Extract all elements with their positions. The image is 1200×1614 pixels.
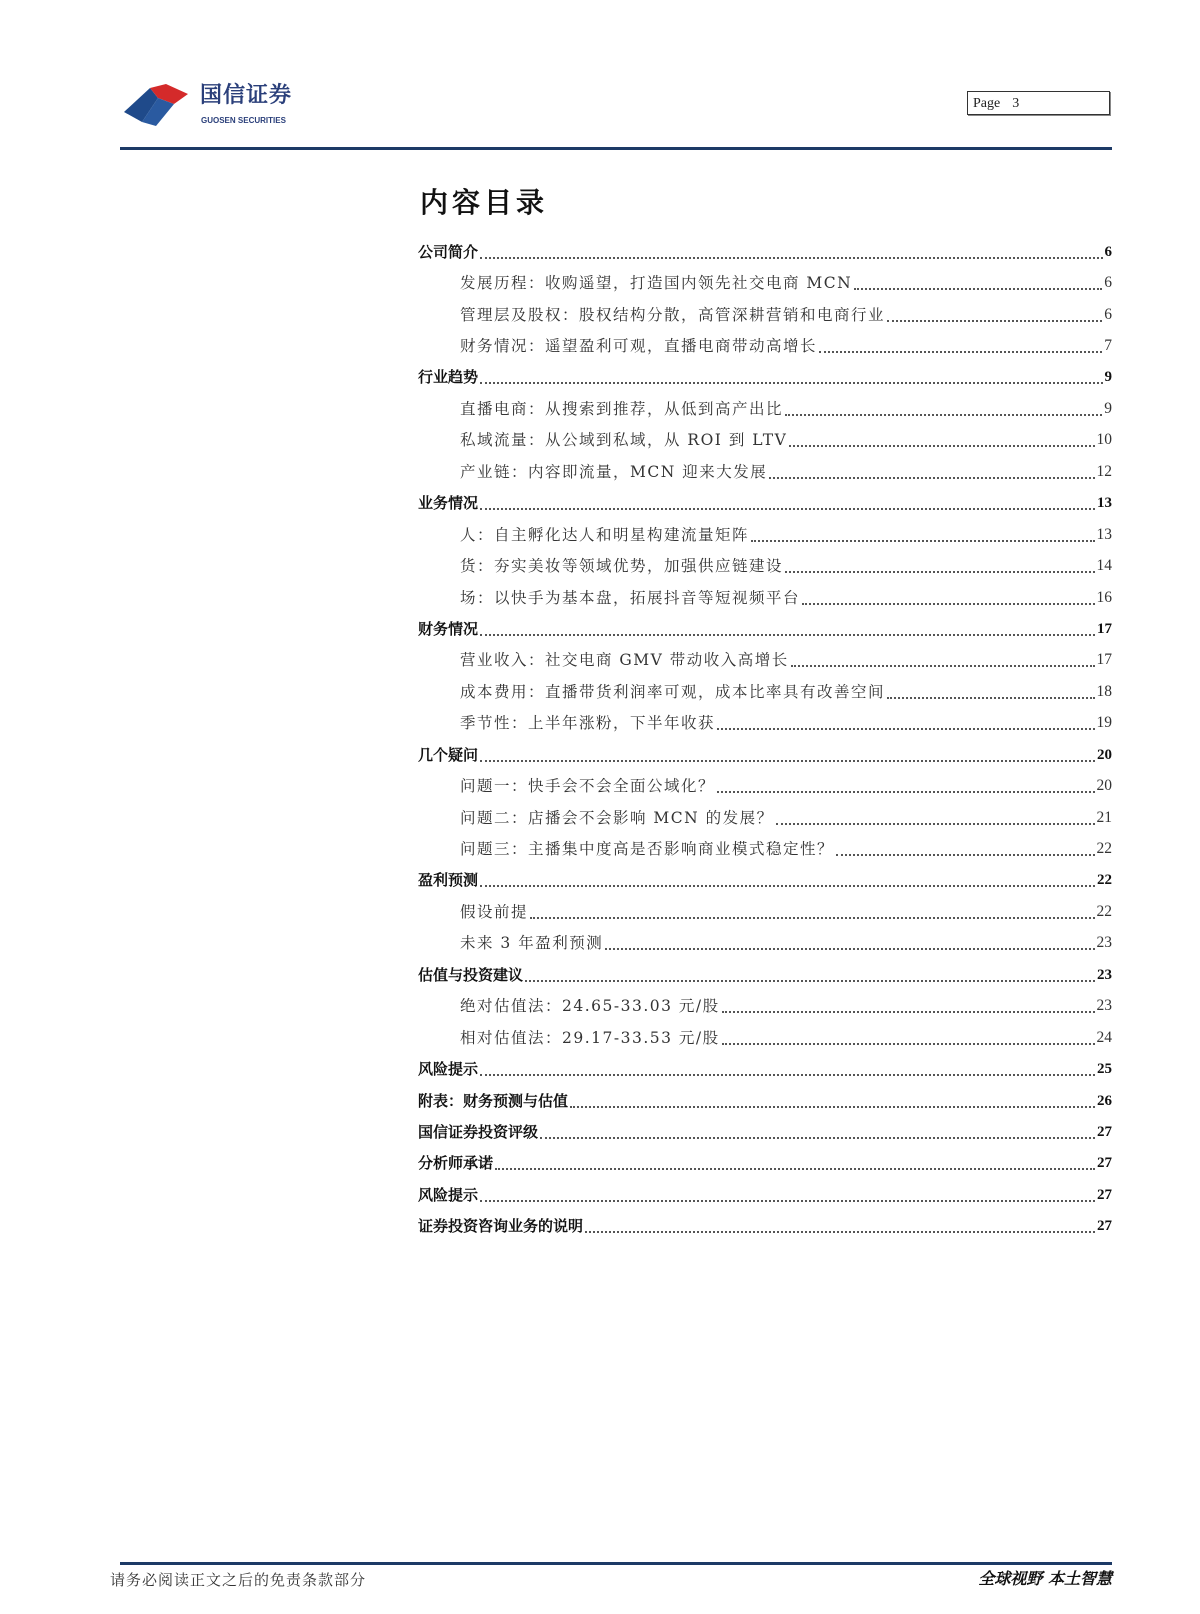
toc-page-number: 24 bbox=[1096, 1028, 1112, 1046]
toc-subsection-link[interactable] bbox=[418, 550, 1112, 581]
toc-page-number: 21 bbox=[1096, 808, 1112, 826]
toc-entry-text: 分析师承诺 bbox=[418, 1154, 494, 1173]
toc-leader-dots bbox=[530, 917, 1094, 919]
toc-leader-dots bbox=[717, 728, 1094, 730]
toc-entry-text: 证券投资咨询业务的说明 bbox=[418, 1217, 584, 1236]
toc-page-number: 13 bbox=[1096, 525, 1112, 543]
toc-section-link[interactable] bbox=[418, 362, 1112, 393]
toc-section-link[interactable] bbox=[418, 739, 1112, 770]
toc-subsection-link[interactable] bbox=[418, 456, 1112, 487]
toc-section-link[interactable] bbox=[418, 236, 1112, 267]
toc-page-number: 22 bbox=[1096, 902, 1112, 920]
toc-page-number: 16 bbox=[1096, 588, 1112, 606]
toc-leader-dots bbox=[585, 1231, 1095, 1233]
toc-page-number: 22 bbox=[1096, 840, 1112, 858]
toc-leader-dots bbox=[722, 1011, 1095, 1013]
toc-entry-text: 行业趋势 bbox=[418, 368, 479, 387]
footer-disclaimer: 请务必阅读正文之后的免责条款部分 bbox=[110, 1571, 367, 1589]
toc-page-number: 7 bbox=[1104, 337, 1112, 355]
toc-entry-text: 国信证券投资评级 bbox=[418, 1122, 539, 1141]
toc-entry-text: 场：以快手为基本盘，拓展抖音等短视频平台 bbox=[460, 588, 801, 607]
toc-entry-text: 业务情况 bbox=[418, 494, 479, 513]
toc-subsection-link[interactable] bbox=[418, 1022, 1112, 1053]
toc-leader-dots bbox=[495, 1168, 1095, 1170]
toc-leader-dots bbox=[802, 603, 1094, 605]
toc-leader-dots bbox=[605, 948, 1094, 950]
toc-page-number: 20 bbox=[1096, 777, 1112, 795]
toc-section-link[interactable] bbox=[418, 1085, 1112, 1116]
table-of-contents bbox=[418, 236, 1112, 1242]
toc-leader-dots bbox=[480, 1074, 1095, 1076]
toc-subsection-link[interactable] bbox=[418, 330, 1112, 361]
toc-page-number: 18 bbox=[1096, 682, 1112, 700]
toc-subsection-link[interactable] bbox=[418, 896, 1112, 927]
toc-page-number: 23 bbox=[1096, 934, 1112, 952]
toc-leader-dots bbox=[785, 414, 1102, 416]
toc-section-link[interactable] bbox=[418, 1179, 1112, 1210]
toc-entry-text: 营业收入：社交电商 GMV 带动收入高增长 bbox=[460, 651, 789, 670]
toc-leader-dots bbox=[480, 760, 1095, 762]
toc-leader-dots bbox=[722, 1043, 1095, 1045]
toc-subsection-link[interactable] bbox=[418, 393, 1112, 424]
toc-subsection-link[interactable] bbox=[418, 425, 1112, 456]
toc-leader-dots bbox=[480, 257, 1102, 259]
toc-leader-dots bbox=[776, 823, 1095, 825]
toc-page-number: 13 bbox=[1097, 495, 1112, 512]
header-divider bbox=[120, 147, 1112, 150]
toc-entry-text: 问题一：快手会不会全面公域化？ bbox=[460, 777, 716, 796]
toc-leader-dots bbox=[789, 445, 1094, 447]
toc-entry-text: 假设前提 bbox=[460, 902, 529, 921]
toc-leader-dots bbox=[525, 980, 1095, 982]
toc-page-number: 27 bbox=[1097, 1218, 1112, 1235]
toc-entry-text: 附表：财务预测与估值 bbox=[418, 1091, 569, 1110]
toc-entry-text: 几个疑问 bbox=[418, 745, 479, 764]
toc-subsection-link[interactable] bbox=[418, 676, 1112, 707]
toc-leader-dots bbox=[887, 697, 1094, 699]
toc-entry-text: 盈利预测 bbox=[418, 871, 479, 890]
toc-entry-text: 公司简介 bbox=[418, 242, 479, 261]
toc-entry-text: 未来 3 年盈利预测 bbox=[460, 934, 604, 953]
toc-subsection-link[interactable] bbox=[418, 802, 1112, 833]
toc-subsection-link[interactable] bbox=[418, 519, 1112, 550]
toc-subsection-link[interactable] bbox=[418, 582, 1112, 613]
toc-leader-dots bbox=[836, 854, 1094, 856]
toc-section-link[interactable] bbox=[418, 959, 1112, 990]
toc-page-number: 27 bbox=[1097, 1155, 1112, 1172]
toc-leader-dots bbox=[480, 885, 1095, 887]
toc-leader-dots bbox=[480, 634, 1095, 636]
toc-section-link[interactable] bbox=[418, 613, 1112, 644]
logo-text-cn: 国信证券 bbox=[200, 83, 293, 108]
toc-entry-text: 货：夯实美妆等领域优势，加强供应链建设 bbox=[460, 557, 784, 576]
toc-leader-dots bbox=[791, 665, 1095, 667]
toc-entry-text: 估值与投资建议 bbox=[418, 965, 524, 984]
toc-leader-dots bbox=[785, 571, 1094, 573]
toc-leader-dots bbox=[751, 540, 1094, 542]
toc-entry-text: 成本费用：直播带货利润率可观，成本比率具有改善空间 bbox=[460, 682, 886, 701]
toc-page-number: 26 bbox=[1097, 1092, 1112, 1109]
toc-entry-text: 管理层及股权：股权结构分散，高管深耕营销和电商行业 bbox=[460, 305, 886, 324]
toc-page-number: 23 bbox=[1097, 966, 1112, 983]
toc-leader-dots bbox=[480, 1200, 1095, 1202]
toc-entry-text: 问题二：店播会不会影响 MCN 的发展？ bbox=[460, 808, 774, 827]
toc-section-link[interactable] bbox=[418, 1148, 1112, 1179]
toc-subsection-link[interactable] bbox=[418, 267, 1112, 298]
footer-slogan: 全球视野 本土智慧 bbox=[978, 1569, 1112, 1588]
toc-page-number: 6 bbox=[1104, 274, 1112, 292]
toc-leader-dots bbox=[717, 791, 1094, 793]
toc-entry-text: 绝对估值法：24.65-33.03 元/股 bbox=[460, 997, 720, 1016]
toc-title: 内容目录 bbox=[420, 186, 549, 219]
toc-page-number: 25 bbox=[1097, 1061, 1112, 1078]
toc-page-number: 23 bbox=[1096, 997, 1112, 1015]
toc-entry-text: 财务情况：遥望盈利可观，直播电商带动高增长 bbox=[460, 337, 818, 356]
toc-leader-dots bbox=[769, 477, 1094, 479]
toc-section-link[interactable] bbox=[418, 865, 1112, 896]
page-number: 3 bbox=[1012, 96, 1020, 111]
toc-entry-text: 风险提示 bbox=[418, 1185, 479, 1204]
toc-entry-text: 直播电商：从搜索到推荐，从低到高产出比 bbox=[460, 399, 784, 418]
toc-page-number: 27 bbox=[1097, 1186, 1112, 1203]
toc-page-number: 6 bbox=[1104, 305, 1112, 323]
toc-subsection-link[interactable] bbox=[418, 708, 1112, 739]
toc-subsection-link[interactable] bbox=[418, 833, 1112, 864]
toc-page-number: 12 bbox=[1096, 462, 1112, 480]
toc-page-number: 9 bbox=[1104, 369, 1112, 386]
toc-section-link[interactable] bbox=[418, 488, 1112, 519]
toc-subsection-link[interactable] bbox=[418, 928, 1112, 959]
toc-section-link[interactable] bbox=[418, 1211, 1112, 1242]
toc-leader-dots bbox=[854, 288, 1102, 290]
logo-mark-icon bbox=[122, 82, 192, 128]
logo-text-en: GUOSEN SECURITIES bbox=[201, 116, 286, 125]
toc-entry-text: 产业链：内容即流量，MCN 迎来大发展 bbox=[460, 462, 768, 481]
toc-leader-dots bbox=[480, 508, 1095, 510]
toc-section-link[interactable] bbox=[418, 1053, 1112, 1084]
toc-entry-text: 季节性：上半年涨粉，下半年收获 bbox=[460, 714, 716, 733]
toc-entry-text: 人：自主孵化达人和明星构建流量矩阵 bbox=[460, 525, 750, 544]
toc-entry-text: 发展历程：收购遥望，打造国内领先社交电商 MCN bbox=[460, 274, 853, 293]
footer-divider bbox=[120, 1562, 1112, 1565]
toc-page-number: 17 bbox=[1096, 651, 1112, 669]
toc-page-number: 17 bbox=[1097, 620, 1112, 637]
toc-leader-dots bbox=[540, 1137, 1095, 1139]
toc-page-number: 14 bbox=[1096, 557, 1112, 575]
toc-page-number: 19 bbox=[1096, 714, 1112, 732]
page-indicator bbox=[967, 91, 1110, 115]
toc-section-link[interactable] bbox=[418, 1116, 1112, 1147]
toc-page-number: 10 bbox=[1096, 431, 1112, 449]
toc-subsection-link[interactable] bbox=[418, 991, 1112, 1022]
toc-page-number: 27 bbox=[1097, 1123, 1112, 1140]
page-label: Page bbox=[973, 96, 1001, 111]
toc-entry-text: 私域流量：从公域到私域，从 ROI 到 LTV bbox=[460, 431, 788, 450]
toc-entry-text: 问题三：主播集中度高是否影响商业模式稳定性？ bbox=[460, 840, 835, 859]
toc-page-number: 22 bbox=[1097, 872, 1112, 889]
toc-subsection-link[interactable] bbox=[418, 299, 1112, 330]
toc-subsection-link[interactable] bbox=[418, 645, 1112, 676]
toc-subsection-link[interactable] bbox=[418, 770, 1112, 801]
toc-page-number: 20 bbox=[1097, 746, 1112, 763]
toc-leader-dots bbox=[819, 351, 1102, 353]
guosen-logo bbox=[122, 82, 312, 132]
toc-leader-dots bbox=[570, 1106, 1095, 1108]
toc-leader-dots bbox=[887, 320, 1102, 322]
toc-entry-text: 财务情况 bbox=[418, 619, 479, 638]
toc-entry-text: 相对估值法：29.17-33.53 元/股 bbox=[460, 1028, 720, 1047]
toc-page-number: 9 bbox=[1104, 399, 1112, 417]
toc-leader-dots bbox=[480, 382, 1102, 384]
toc-page-number: 6 bbox=[1104, 243, 1112, 260]
toc-entry-text: 风险提示 bbox=[418, 1060, 479, 1079]
